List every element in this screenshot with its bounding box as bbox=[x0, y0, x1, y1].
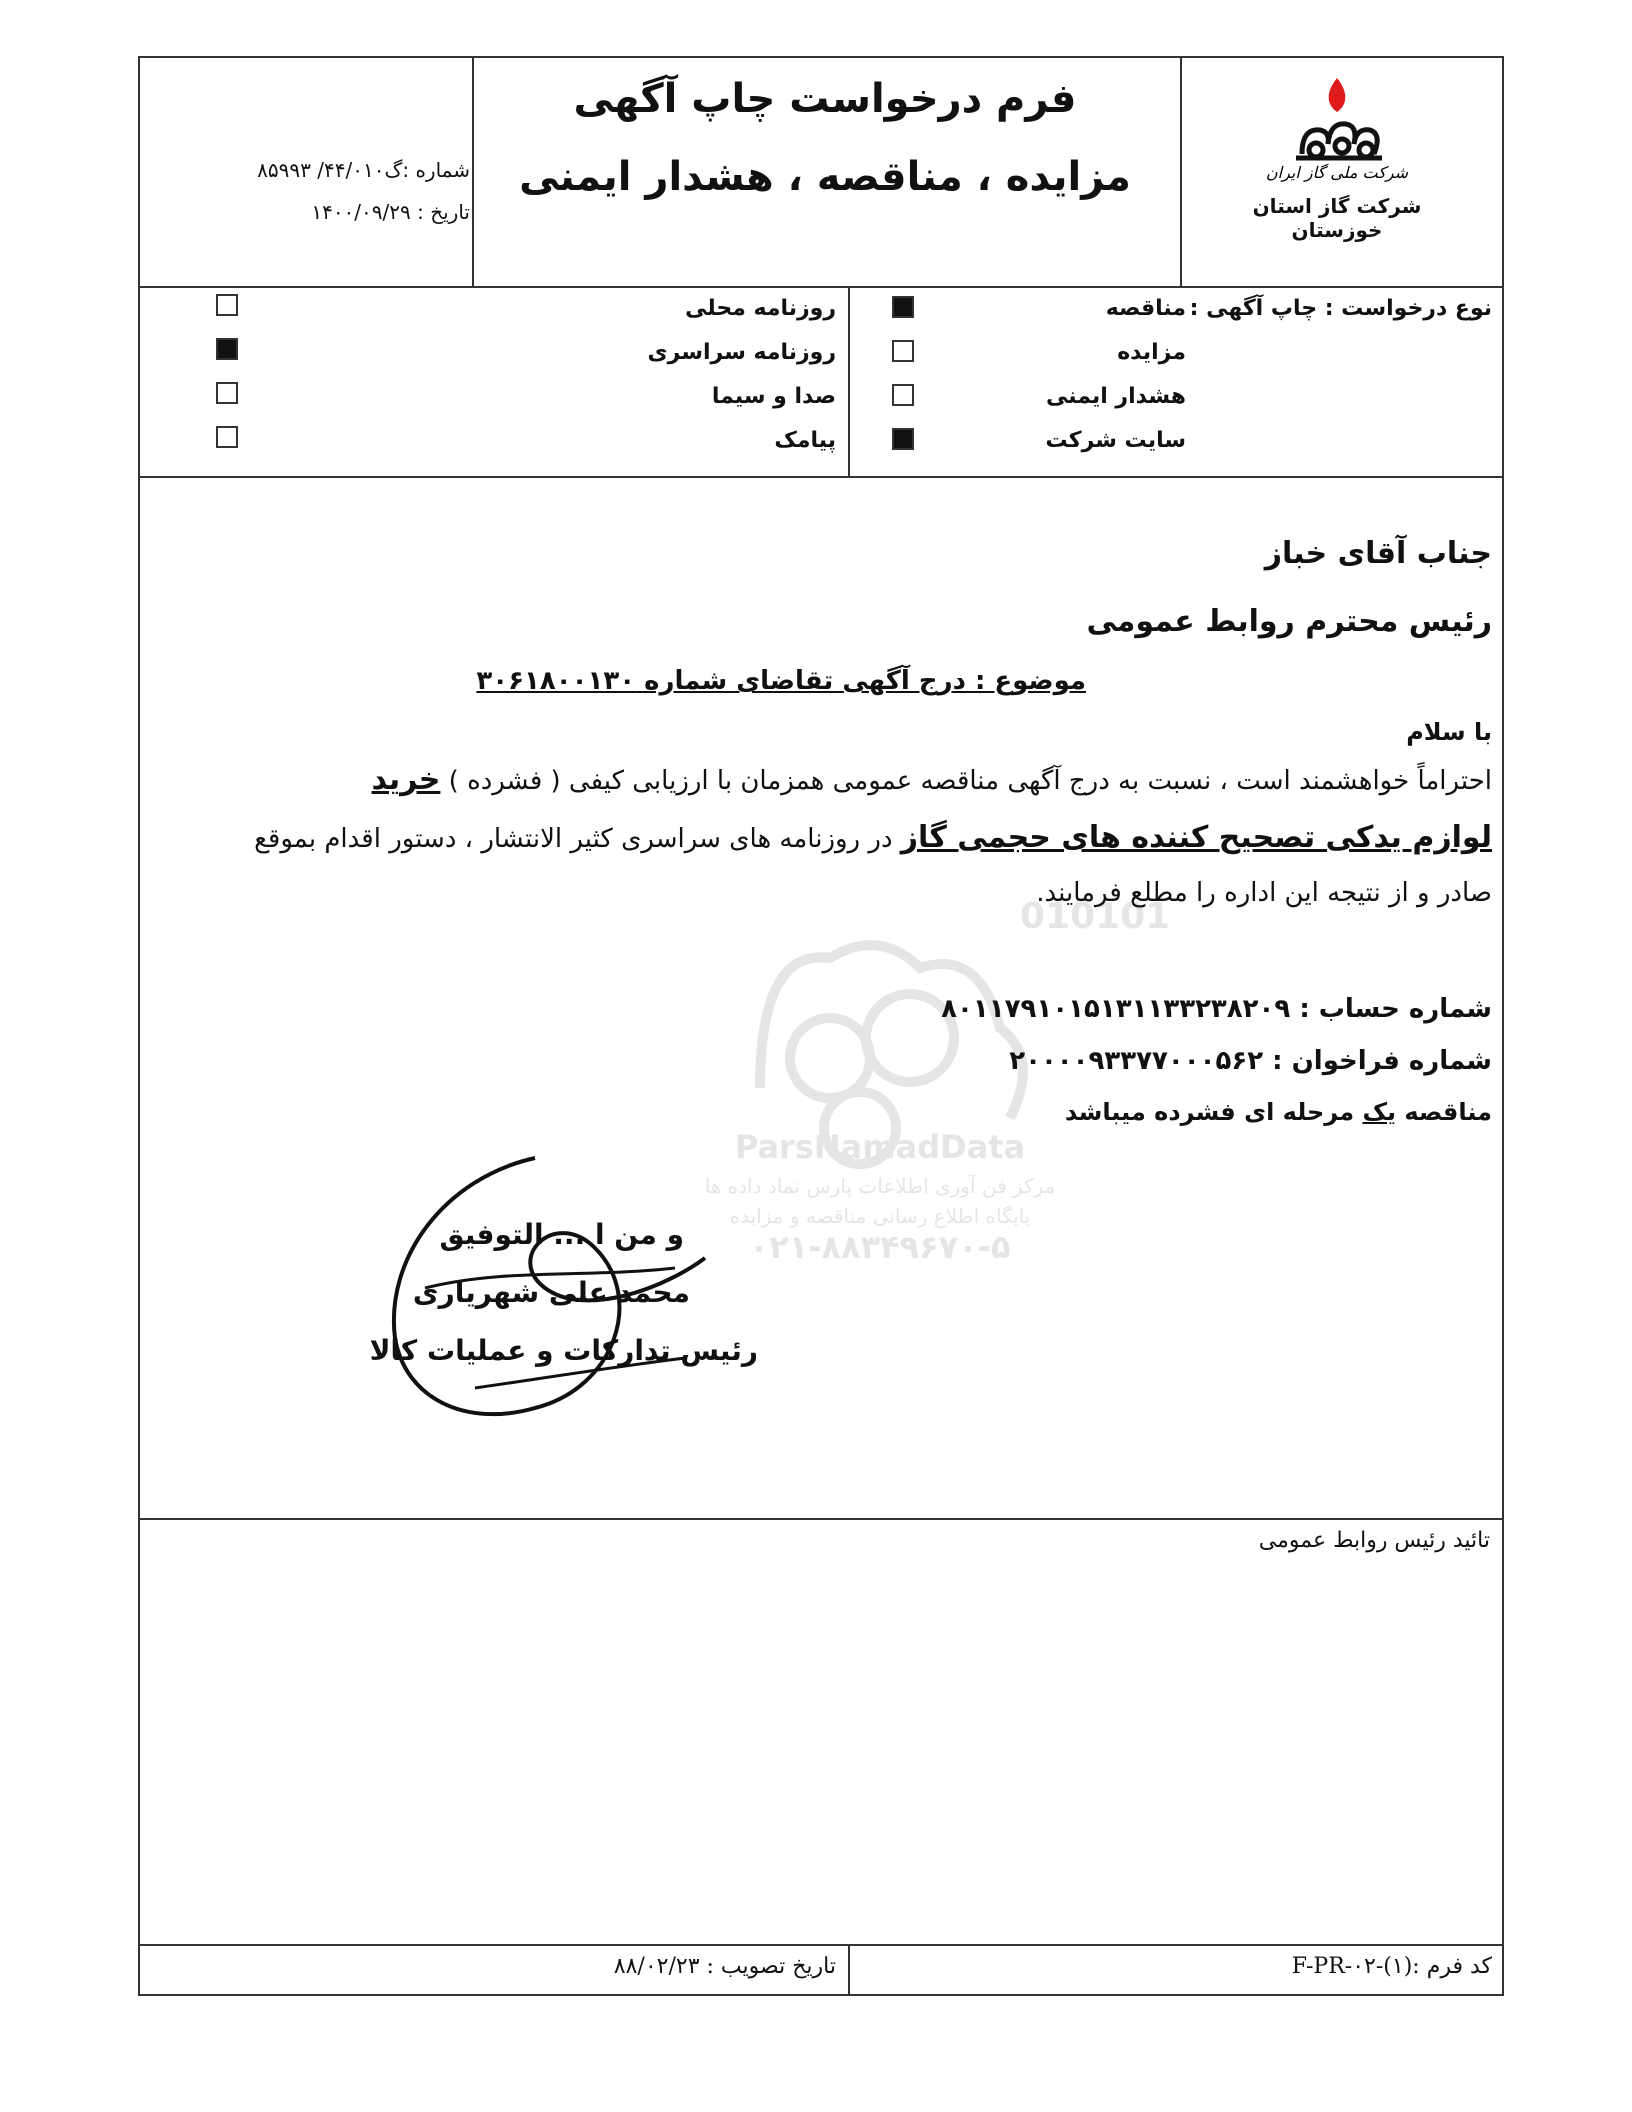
body-divider bbox=[140, 1518, 1502, 1520]
handwritten-signature bbox=[385, 1138, 725, 1438]
options-vdivider bbox=[848, 286, 850, 476]
addressee-title: رئیس محترم روابط عمومی bbox=[1086, 604, 1492, 639]
approval-date: تاریخ تصویب : ۸۸/۰۲/۲۳ bbox=[613, 1954, 836, 1979]
request-type-label: نوع درخواست : چاپ آگهی : bbox=[1189, 296, 1492, 321]
header-vdivider-left bbox=[472, 58, 474, 286]
form-subtitle: مزایده ، مناقصه ، هشدار ایمنی bbox=[519, 154, 1131, 200]
body-line-2-text: در روزنامه های سراسری کثیر الانتشار ، دستور اقدام بموقع bbox=[254, 824, 901, 854]
options-divider bbox=[140, 476, 1502, 478]
media-local-label: روزنامه محلی bbox=[685, 296, 836, 321]
checkbox-broadcast[interactable] bbox=[216, 382, 238, 404]
option-auction-label: مزایده bbox=[1117, 340, 1186, 365]
media-sms-label: پیامک bbox=[774, 428, 836, 453]
stage-note-a: مناقصه bbox=[1396, 1098, 1492, 1126]
stage-note bbox=[1065, 1098, 1492, 1126]
item-highlight: لوازم یدکی تصحیح کننده های حجمی گاز bbox=[900, 820, 1492, 855]
svg-text:شرکت ملی گاز ایران: شرکت ملی گاز ایران bbox=[1265, 163, 1409, 182]
svg-text:010101: 010101 bbox=[1020, 896, 1171, 937]
signer-position: رئیس تدارکات و عملیات کالا bbox=[369, 1334, 758, 1367]
checkbox-auction[interactable] bbox=[892, 340, 914, 362]
option-website-label: سایت شرکت bbox=[1045, 428, 1186, 453]
svg-text:مرکز فن آوری اطلاعات پارس نماد: مرکز فن آوری اطلاعات پارس نماد داده ها bbox=[704, 1174, 1056, 1198]
form-title: فرم درخواست چاپ آگهی bbox=[573, 76, 1077, 122]
checkbox-local-paper[interactable] bbox=[216, 294, 238, 316]
company-name: شرکت گاز استان خوزستان bbox=[1252, 194, 1422, 242]
addressee: جناب آقای خباز bbox=[1264, 536, 1492, 571]
media-broadcast-label: صدا و سیما bbox=[711, 384, 836, 409]
stage-note-b: یک bbox=[1362, 1098, 1397, 1126]
checkbox-tender[interactable] bbox=[892, 296, 914, 318]
closing-phrase: و من ا ... التوفیق bbox=[439, 1218, 684, 1251]
account-number: شماره حساب : ۸۰۱۱۷۹۱۰۱۵۱۳۱۱۳۳۲۳۸۲۰۹ bbox=[941, 994, 1492, 1024]
header-divider bbox=[140, 286, 1502, 288]
gas-flame-logo-icon bbox=[1232, 72, 1442, 182]
footer-divider bbox=[140, 1944, 1502, 1946]
body-line-1-text: احتراماً خواهشمند است ، نسبت به درج آگهی مناقصه عمومی همزمان با ارزیابی کیفی ( فشرده ) bbox=[440, 766, 1492, 796]
purchase-highlight: خرید bbox=[371, 762, 441, 797]
greeting: با سلام bbox=[1406, 718, 1492, 746]
checkbox-sms[interactable] bbox=[216, 426, 238, 448]
body-line-1 bbox=[372, 762, 1492, 797]
option-tender-label: مناقصه bbox=[1105, 296, 1186, 321]
body-line-2 bbox=[254, 820, 1492, 855]
form-frame bbox=[138, 56, 1504, 1996]
letter-number: شماره :گ۴۴/۰۱۰/ ۸۵۹۹۳ bbox=[257, 158, 470, 182]
media-national-label: روزنامه سراسری bbox=[647, 340, 836, 365]
approval-label: تائید رئیس روابط عمومی bbox=[1258, 1528, 1490, 1553]
option-safety-label: هشدار ایمنی bbox=[1045, 384, 1186, 409]
svg-text:پایگاه اطلاع رسانی مناقصه و مز: پایگاه اطلاع رسانی مناقصه و مزایده bbox=[729, 1204, 1031, 1228]
checkbox-website[interactable] bbox=[892, 428, 914, 450]
checkbox-safety[interactable] bbox=[892, 384, 914, 406]
footer-vdivider bbox=[848, 1944, 850, 1996]
stage-note-c: مرحله ای فشرده میباشد bbox=[1064, 1098, 1363, 1126]
form-code: کد فرم :(۱)-F-PR-۰۲ bbox=[1291, 1954, 1492, 1979]
letter-date: تاریخ : ۱۴۰۰/۰۹/۲۹ bbox=[311, 200, 470, 224]
header-vdivider-right bbox=[1180, 58, 1182, 286]
svg-text:ParsNamadData: ParsNamadData bbox=[734, 1128, 1026, 1166]
svg-text:۰۲۱-۸۸۳۴۹۶۷۰-۵: ۰۲۱-۸۸۳۴۹۶۷۰-۵ bbox=[749, 1228, 1011, 1266]
body-line-3: صادر و از نتیجه این اداره را مطلع فرمایند. bbox=[1036, 878, 1492, 908]
subject-line: موضوع : درج آگهی تقاضای شماره ۳۰۶۱۸۰۰۱۳۰ bbox=[476, 666, 1086, 696]
call-number: شماره فراخوان : ۲۰۰۰۰۹۳۳۷۷۰۰۰۵۶۲ bbox=[1009, 1046, 1492, 1076]
company-logo bbox=[1232, 72, 1442, 272]
checkbox-national-paper[interactable] bbox=[216, 338, 238, 360]
signer-name: محمد علی شهریاری bbox=[412, 1276, 690, 1309]
